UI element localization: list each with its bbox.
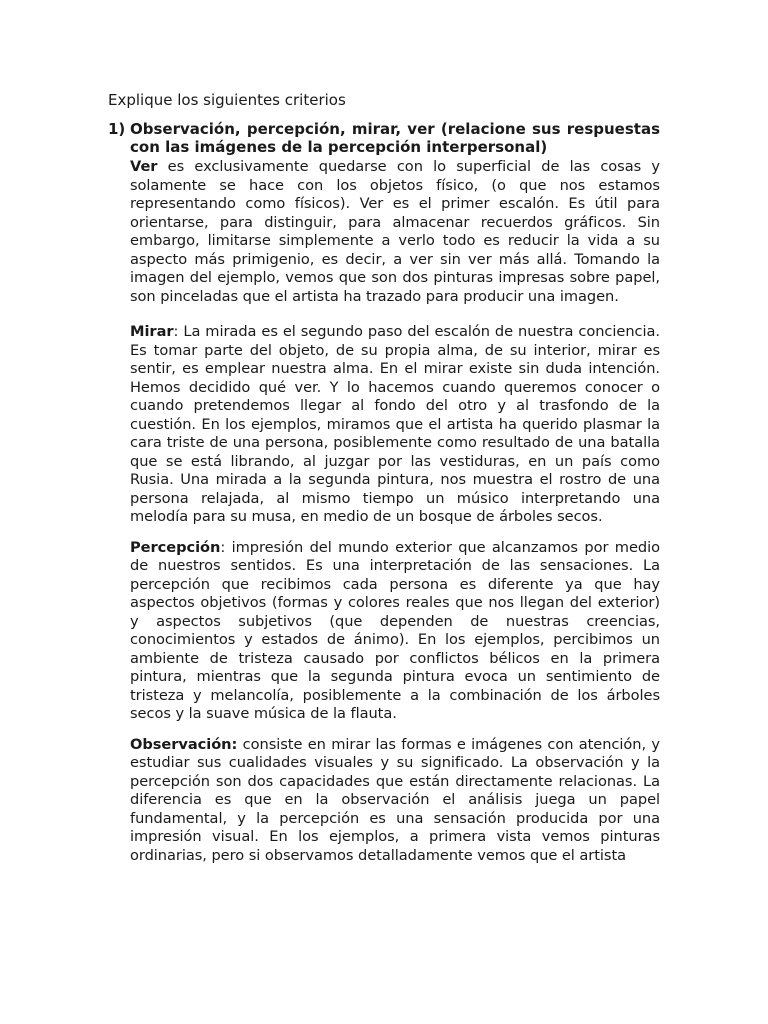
text-percepcion: : impresión del mundo exterior que alcanzamos por medio de nuestros sentidos. Es una interpretación de las sensaciones. La percepción que recibimos cada persona es diferente ya que hay aspectos objetivos (formas y colores reales que nos llegan del exterior) y aspectos subjetivos (que dependen de nuestras creencias, conocimientos y estados de ánimo). En los ejemplos, percibimos un ambiente de tristeza causado por conflictos bélicos en la primera pintura, mientras que la segunda pintura evoca un sentimiento de tristeza y melancolía, posiblemente a la combinación de los árboles secos y la suave música de la flauta. bbox=[130, 538, 660, 722]
term-observacion: Observación: bbox=[130, 735, 238, 753]
term-mirar: Mirar bbox=[130, 323, 174, 340]
section-ver bbox=[130, 158, 660, 306]
section-percepcion bbox=[130, 539, 660, 724]
question-number: 1) bbox=[108, 120, 126, 138]
text-observacion: consiste en mirar las formas e imágenes con atención, y estudiar sus cualidades visuales y su significado. La observación y la percepción son dos capacidades que están directamente relacionas. La diferencia es que en la observación el análisis juega un papel fundamental, y la percepción es una sensación producida por una impresión visual. En los ejemplos, a primera vista vemos pinturas ordinarias, pero si observamos detalladamente vemos que el artista bbox=[130, 735, 660, 864]
document-heading: Explique los siguientes criterios bbox=[108, 91, 346, 109]
section-mirar bbox=[130, 323, 660, 527]
question-header bbox=[108, 120, 660, 156]
text-mirar: : La mirada es el segundo paso del escalón de nuestra conciencia. Es tomar parte del objeto, de su propia alma, de su interior, mirar es sentir, es emplear nuestra alma. En el mirar existe sin duda intención. Hemos decidido qué ver. Y lo hacemos cuando queremos conocer o cuando pretendemos llegar al fondo del otro y al trasfondo de la cuestión. En los ejemplos, miramos que el artista ha querido plasmar la cara triste de una persona, posiblemente como resultado de una batalla que se está librando, al juzgar por las vestiduras, en un país como Rusia. Una mirada a la segunda pintura, nos muestra el rostro de una persona relajada, al mismo tiempo un músico interpretando una melodía para su musa, en medio de un bosque de árboles secos. bbox=[130, 323, 660, 525]
question-title: Observación, percepción, mirar, ver (relacione sus respuestas con las imágenes de la percepción interpersonal) bbox=[130, 120, 660, 156]
term-percepcion: Percepción bbox=[130, 538, 221, 556]
term-ver: Ver bbox=[130, 158, 158, 175]
section-observacion bbox=[130, 736, 660, 866]
text-ver: es exclusivamente quedarse con lo superficial de las cosas y solamente se hace con los objetos físico, (o que nos estamos representando como físicos). Ver es el primer escalón. Es útil para orientarse, para distinguir, para almacenar recuerdos gráficos. Sin embargo, limitarse simplemente a verlo todo es reducir la vida a su aspecto más primigenio, es decir, a ver sin ver más allá. Tomando la imagen del ejemplo, vemos que son dos pinturas impresas sobre papel, son pinceladas que el artista ha trazado para producir una imagen. bbox=[130, 158, 660, 305]
